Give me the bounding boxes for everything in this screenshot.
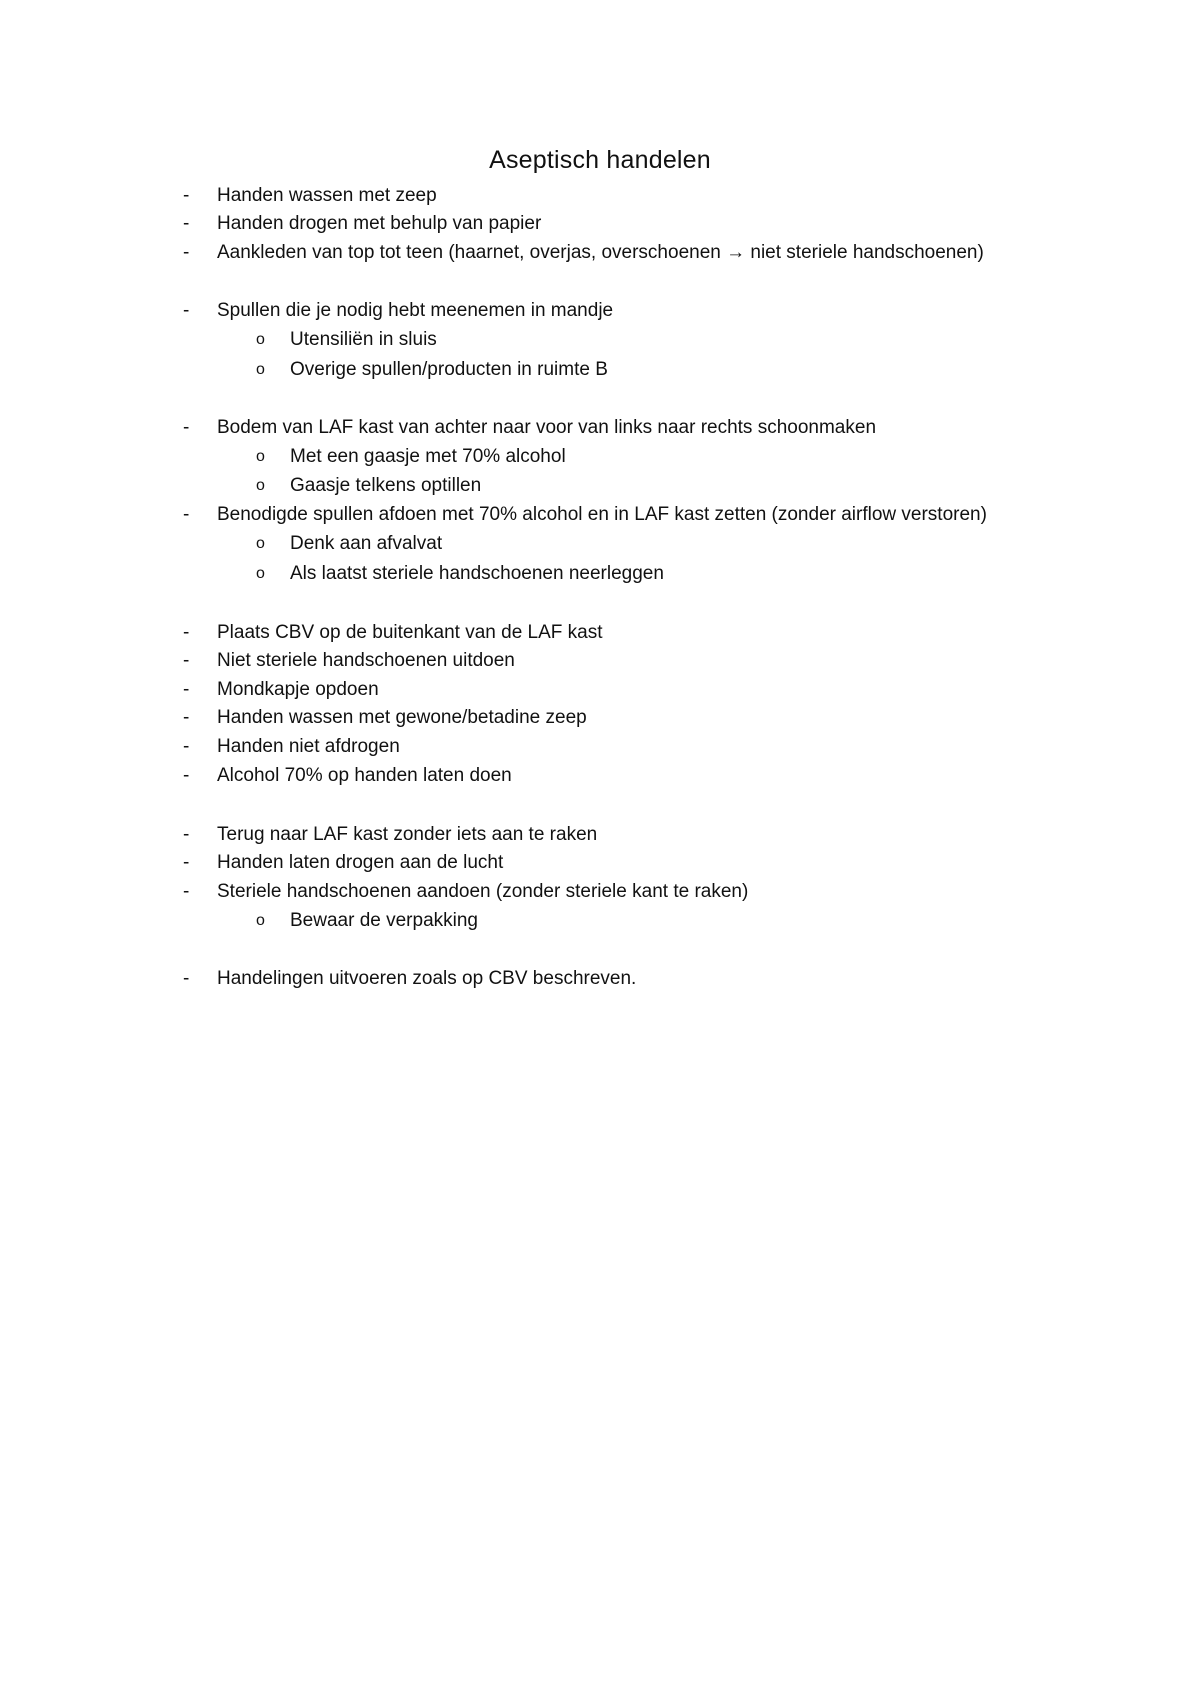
list-item-text: Niet steriele handschoenen uitdoen	[217, 650, 515, 671]
dash-bullet: -	[183, 504, 190, 525]
dash-bullet: -	[183, 736, 190, 757]
list-item-text: Bewaar de verpakking	[290, 910, 478, 931]
dash-bullet: -	[183, 707, 190, 728]
list-item-text: Aankleden van top tot teen (haarnet, overjas, overschoenen → niet steriele handschoenen)	[217, 242, 984, 263]
circle-bullet: o	[256, 565, 265, 582]
dash-bullet: -	[183, 300, 190, 321]
circle-bullet: o	[256, 477, 265, 494]
list-item-text: Als laatst steriele handschoenen neerleggen	[290, 563, 664, 584]
list-item-text: Alcohol 70% op handen laten doen	[217, 765, 512, 786]
dash-bullet: -	[183, 650, 190, 671]
list-item-text: Handen laten drogen aan de lucht	[217, 852, 504, 873]
document-title: Aseptisch handelen	[489, 146, 711, 174]
list-item-text: Handen drogen met behulp van papier	[217, 213, 542, 234]
circle-bullet: o	[256, 912, 265, 929]
list-item-text: Utensiliën in sluis	[290, 329, 437, 350]
dash-bullet: -	[183, 765, 190, 786]
dash-bullet: -	[183, 824, 190, 845]
list-item-text: Handelingen uitvoeren zoals op CBV beschreven.	[217, 968, 637, 989]
dash-bullet: -	[183, 852, 190, 873]
dash-bullet: -	[183, 213, 190, 234]
list-item-text: Handen wassen met zeep	[217, 185, 437, 206]
dash-bullet: -	[183, 881, 190, 902]
circle-bullet: o	[256, 535, 265, 552]
circle-bullet: o	[256, 331, 265, 348]
list-item-text: Denk aan afvalvat	[290, 533, 443, 554]
dash-bullet: -	[183, 417, 190, 438]
list-item-text: Bodem van LAF kast van achter naar voor van links naar rechts schoonmaken	[217, 417, 877, 438]
list-item-text: Plaats CBV op de buitenkant van de LAF kast	[217, 622, 603, 643]
list-item-text: Mondkapje opdoen	[217, 679, 379, 700]
list-item-text: Met een gaasje met 70% alcohol	[290, 446, 566, 467]
dash-bullet: -	[183, 185, 190, 206]
circle-bullet: o	[256, 361, 265, 378]
dash-bullet: -	[183, 622, 190, 643]
list-item-text: Terug naar LAF kast zonder iets aan te raken	[217, 824, 598, 845]
list-item-text: Gaasje telkens optillen	[290, 475, 482, 496]
list-item-text: Benodigde spullen afdoen met 70% alcohol en in LAF kast zetten (zonder airflow verstoren)	[217, 504, 987, 525]
dash-bullet: -	[183, 242, 190, 263]
dash-bullet: -	[183, 679, 190, 700]
list-item-text: Overige spullen/producten in ruimte B	[290, 359, 608, 380]
dash-bullet: -	[183, 968, 190, 989]
list-item-text: Handen wassen met gewone/betadine zeep	[217, 707, 587, 728]
list-item-text: Steriele handschoenen aandoen (zonder steriele kant te raken)	[217, 881, 749, 902]
list-item-text: Spullen die je nodig hebt meenemen in mandje	[217, 300, 614, 321]
circle-bullet: o	[256, 448, 265, 465]
list-item-text: Handen niet afdrogen	[217, 736, 400, 757]
